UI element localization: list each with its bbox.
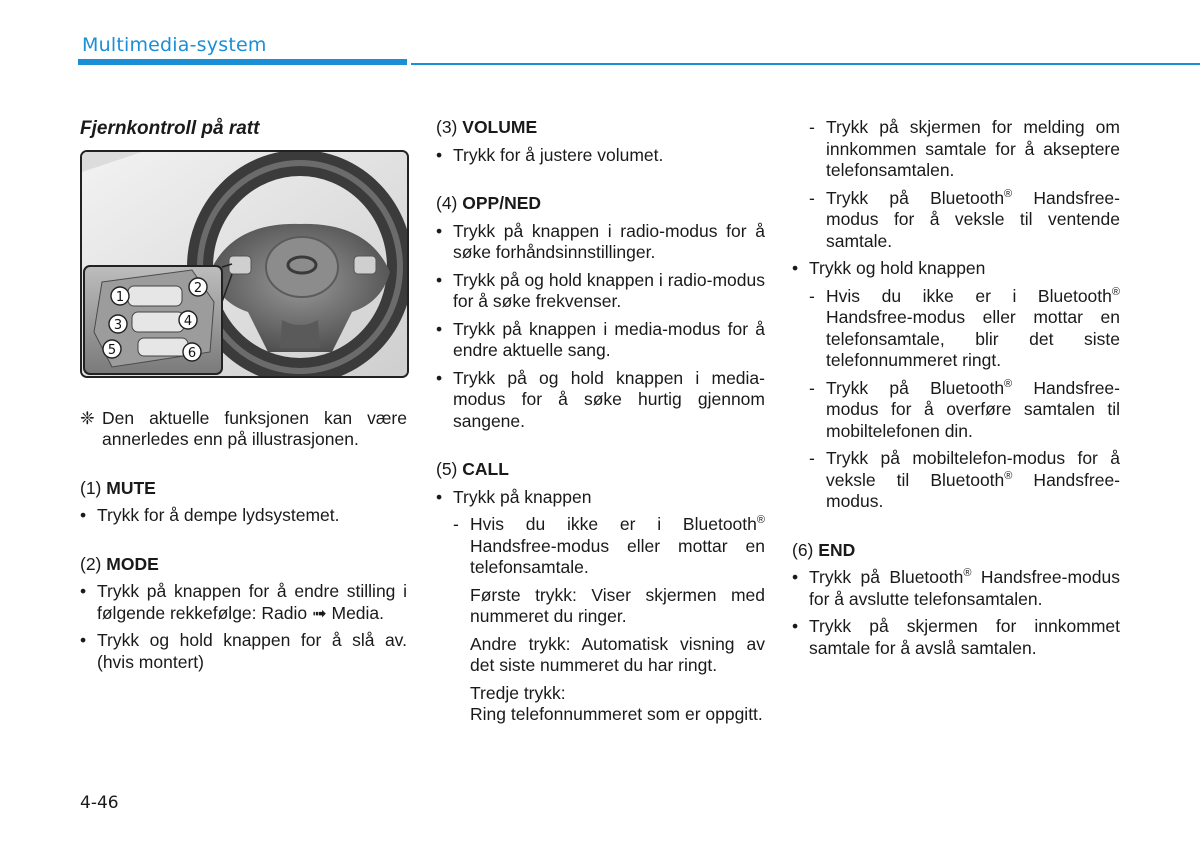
page-number: 4-46 — [80, 793, 119, 813]
steering-wheel-image — [82, 152, 407, 376]
mute-heading: (1) MUTE — [80, 477, 156, 498]
note-symbol: ❈ — [80, 407, 95, 428]
volume-bullet-1: • Trykk for å justere volumet. — [436, 144, 664, 165]
updown-bullet-2: • Trykk på og hold knappen i radio-modus for å søke frekvenser. — [436, 269, 765, 311]
call-bullet-1: • Trykk på knappen — [436, 486, 592, 507]
callout-4: 4 — [183, 313, 193, 329]
updown-bullet-1: • Trykk på knappen i radio-modus for å søke forhåndsinnstillinger. — [436, 220, 765, 262]
call-heading: (5) CALL — [436, 459, 509, 479]
mute-bullet-1: • Trykk for å dempe lydsystemet. — [80, 505, 340, 525]
end-heading: (6) END — [792, 539, 856, 560]
call-sub-accept: - Trykk på skjermen for melding om innkommen samtale for å akseptere telefonsamtalen. — [809, 117, 1120, 180]
updown-heading: (4) OPP/NED — [436, 193, 542, 213]
call-sub-1: - Hvis du ikke er i Bluetooth® Handsfree-modus eller mottar en telefonsamtale. — [453, 514, 765, 577]
call-bullet-hold: • Trykk og hold knappen — [792, 258, 986, 278]
mode-bullet-1: • Trykk på knappen for å endre stilling i følgende rekkefølge: Radio ➟ Media. — [80, 581, 407, 623]
mode-heading: (2) MODE — [80, 553, 159, 574]
call-sub-to-bluetooth: - Trykk på mobiltelefon-modus for å veksle til Bluetooth® Handsfree-modus. — [809, 448, 1120, 511]
header-title: Multimedia-system — [82, 34, 267, 56]
column-3 — [792, 117, 1120, 665]
callout-5: 5 — [107, 342, 117, 358]
call-first-press: Første trykk: Viser skjermen med nummeret du ringer. — [470, 584, 765, 626]
section-title: Fjernkontroll på ratt — [80, 118, 260, 139]
callout-6: 6 — [187, 345, 197, 361]
note-text: Den aktuelle funksjonen kan være annerledes enn på illustrasjonen. — [102, 407, 407, 449]
call-third-press: Tredje trykk: Ring telefonnummeret som er oppgitt. — [470, 682, 763, 724]
call-sub-switch-waiting: - Trykk på Bluetooth® Handsfree-modus for å veksle til ventende samtale. — [809, 187, 1120, 251]
updown-bullet-3: • Trykk på knappen i media-modus for å endre aktuelle sang. — [436, 318, 765, 360]
header-rule-thin — [411, 63, 1200, 65]
call-sub-transfer: - Trykk på Bluetooth® Handsfree-modus for å overføre samtalen til mobiltelefonen din. — [809, 377, 1120, 441]
callout-3: 3 — [113, 317, 123, 333]
call-second-press: Andre trykk: Automatisk visning av det siste nummeret du har ringt. — [470, 633, 765, 675]
header-rule-thick — [78, 59, 407, 65]
callout-2: 2 — [193, 280, 203, 296]
updown-bullet-4: • Trykk på og hold knappen i media-modus for å søke hurtig gjennom sangene. — [436, 367, 765, 431]
column-2 — [436, 117, 765, 732]
illustration-note — [80, 408, 407, 451]
call-sub-redial: - Hvis du ikke er i Bluetooth® Handsfree-modus eller mottar en telefonsamtale, blir det siste telefonnummeret ringt. — [809, 285, 1120, 370]
volume-heading: (3) VOLUME — [436, 117, 538, 137]
end-bullet-1: • Trykk på Bluetooth® Handsfree-modus for å avslutte telefonsamtalen. — [792, 567, 1120, 609]
end-bullet-2: • Trykk på skjermen for innkommet samtale for å avslå samtalen. — [792, 616, 1120, 658]
column-1 — [80, 117, 407, 679]
callout-1: 1 — [115, 289, 125, 305]
steering-wheel-illustration — [80, 150, 409, 378]
mode-bullet-2: • Trykk og hold knappen for å slå av. (hvis montert) — [80, 630, 407, 672]
